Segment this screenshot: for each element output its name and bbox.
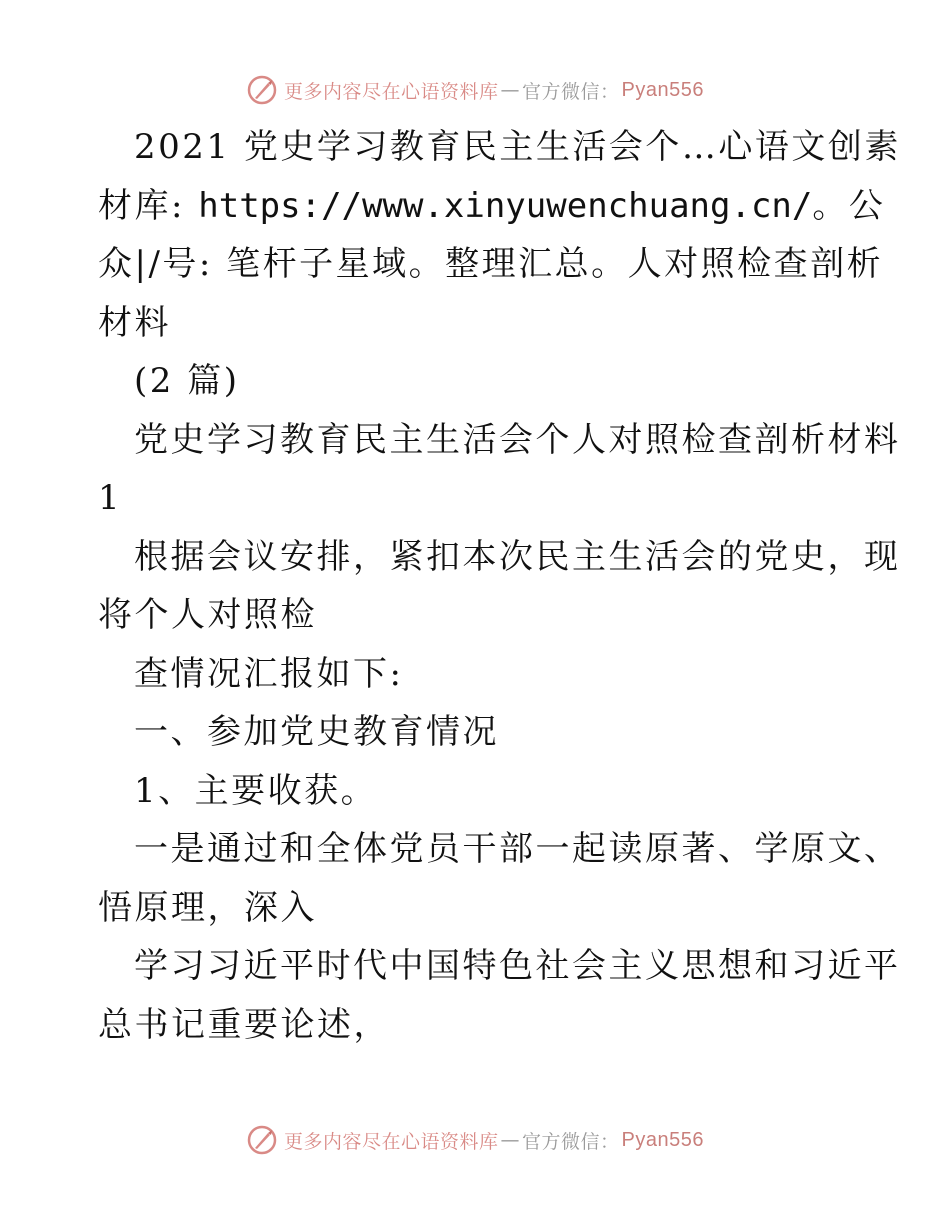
doc-line-7: 1 <box>98 478 123 518</box>
banner-wechat-label: 官方微信： <box>522 80 620 103</box>
doc-line-9: 将个人对照检 <box>98 595 317 635</box>
footer-banner <box>0 1120 950 1160</box>
doc-url: https://www.xinyuwenchuang.cn/ <box>198 185 813 226</box>
doc-line-2-tail: 。公 <box>812 185 886 226</box>
banner-slogan: 更多内容尽在心语资料库 <box>284 1130 499 1153</box>
banner-text <box>284 1127 704 1154</box>
doc-line-5: (2 篇) <box>134 361 240 401</box>
quill-circle-icon <box>246 1124 278 1156</box>
banner-dash: — <box>500 1129 521 1151</box>
banner-slogan: 更多内容尽在心语资料库 <box>284 80 499 103</box>
doc-line-3: 众|/号: 笔杆子星域。整理汇总。人对照检查剖析 <box>98 244 884 284</box>
doc-line-8: 根据会议安排，紧扣本次民主生活会的党史，现 <box>134 536 901 577</box>
doc-line-13: 一是通过和全体党员干部一起读原著、学原文、 <box>134 829 901 869</box>
doc-line-2-label: 材库: <box>98 185 199 226</box>
doc-line-10: 查情况汇报如下: <box>134 653 404 694</box>
doc-line-14: 悟原理，深入 <box>98 887 317 928</box>
doc-line-15: 学习习近平时代中国特色社会主义思想和习近平 <box>134 946 901 986</box>
doc-line-11: 一、参加党史教育情况 <box>134 712 499 752</box>
doc-line-6: 党史学习教育民主生活会个人对照检查剖析材料 <box>134 419 901 460</box>
banner-dash: — <box>500 79 521 101</box>
doc-line-2 <box>98 177 886 236</box>
doc-line-16: 总书记重要论述， <box>98 1004 390 1045</box>
banner-wechat-id: Pyan556 <box>621 1128 704 1151</box>
doc-line-1: 2021 党史学习教育民主生活会个…心语文创素 <box>134 127 901 167</box>
banner-wechat-label: 官方微信： <box>522 1130 620 1153</box>
header-banner <box>0 70 950 110</box>
doc-line-4: 材料 <box>98 302 171 343</box>
quill-circle-icon <box>246 74 278 106</box>
banner-text <box>284 77 704 104</box>
document-body <box>98 118 901 1054</box>
banner-wechat-id: Pyan556 <box>621 78 704 101</box>
doc-line-12: 1、主要收获。 <box>134 770 378 811</box>
